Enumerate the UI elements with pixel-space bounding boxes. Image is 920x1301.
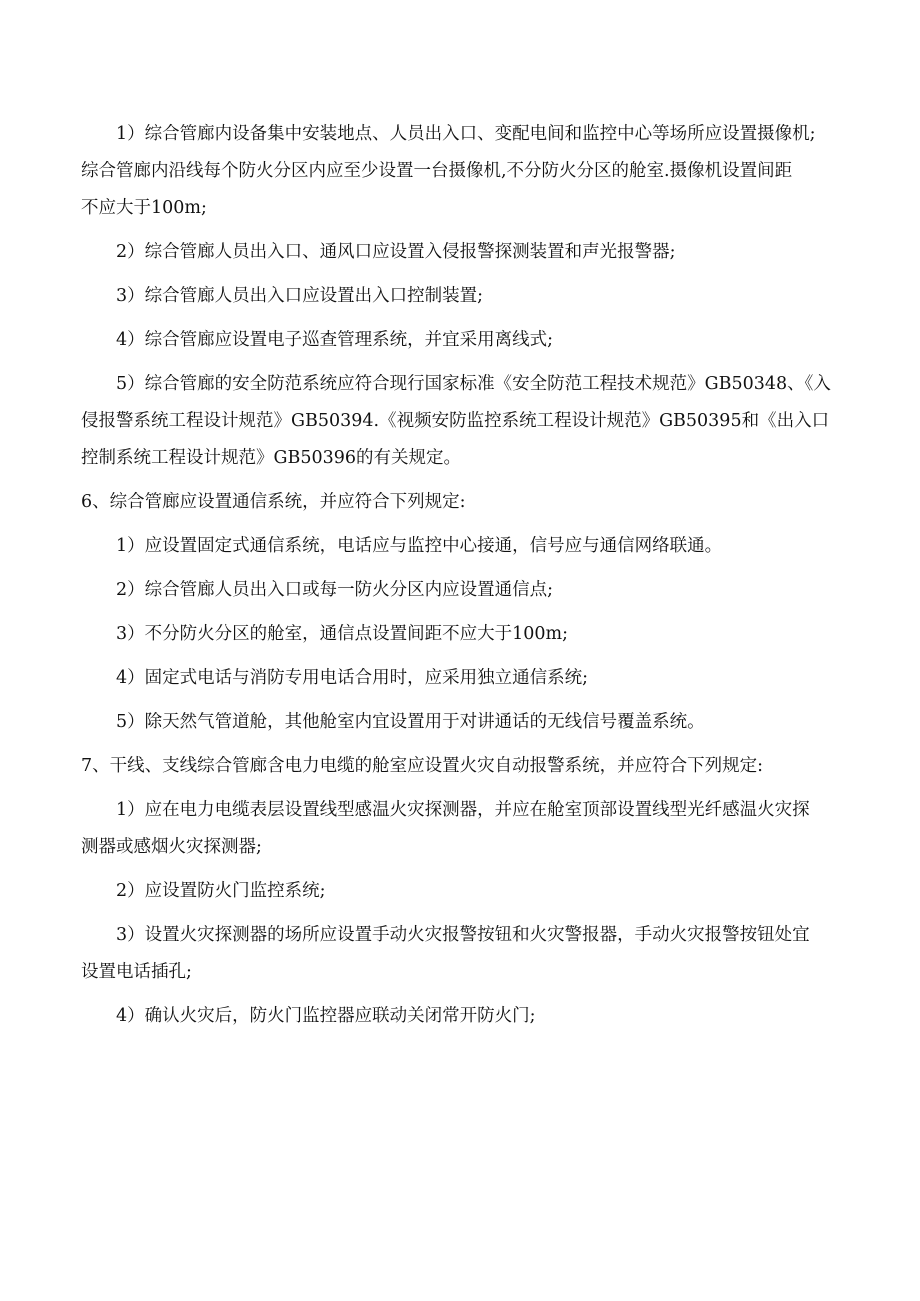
section-heading-6 — [81, 484, 851, 521]
paragraph-item-2 — [81, 234, 851, 271]
text-line: 4）综合管廊应设置电子巡查管理系统，并宜采用离线式; — [116, 330, 554, 350]
paragraph-item-7-3 — [81, 917, 851, 991]
text-line: 控制系统工程设计规范》GB50396的有关规定。 — [81, 448, 462, 468]
paragraph-item-6-1 — [81, 528, 851, 565]
text-line: 测器或感烟火灾探测器; — [81, 837, 262, 857]
text-line: 2）综合管廊人员出入口、通风口应设置入侵报警探测装置和声光报警器; — [116, 242, 676, 262]
text-line: 2）应设置防火门监控系统; — [116, 881, 326, 901]
paragraph-item-6-5 — [81, 704, 851, 741]
text-line: 侵报警系统工程设计规范》GB50394.《视频安防监控系统工程设计规范》GB50395和《出入口 — [81, 411, 830, 431]
text-line: 2）综合管廊人员出入口或每一防火分区内应设置通信点; — [116, 580, 554, 600]
text-line: 3）不分防火分区的舱室，通信点设置间距不应大于100m; — [116, 624, 569, 644]
paragraph-item-3 — [81, 278, 851, 315]
section-heading-7 — [81, 748, 851, 785]
paragraph-item-7-2 — [81, 873, 851, 910]
text-line: 3）综合管廊人员出入口应设置出入口控制装置; — [116, 286, 484, 306]
text-line: 4）固定式电话与消防专用电话合用时，应采用独立通信系统; — [116, 668, 589, 688]
paragraph-item-7-4 — [81, 998, 851, 1035]
paragraph-item-7-1 — [81, 792, 851, 866]
text-line: 5）除天然气管道舱，其他舱室内宜设置用于对讲通话的无线信号覆盖系统。 — [116, 712, 705, 732]
text-line: 6、综合管廊应设置通信系统，并应符合下列规定: — [81, 492, 466, 512]
text-line: 1）应设置固定式通信系统，电话应与监控中心接通，信号应与通信网络联通。 — [116, 536, 723, 556]
paragraph-item-4 — [81, 322, 851, 359]
paragraph-item-6-3 — [81, 616, 851, 653]
text-line: 不应大于100m; — [81, 198, 207, 218]
paragraph-item-1 — [81, 116, 851, 227]
text-line: 设置电话插孔; — [81, 962, 192, 982]
document-body — [81, 116, 851, 1035]
text-line: 综合管廊内沿线每个防火分区内应至少设置一台摄像机,不分防火分区的舱室.摄像机设置间距 — [81, 161, 793, 181]
paragraph-item-6-4 — [81, 660, 851, 697]
text-line: 4）确认火灾后，防火门监控器应联动关闭常开防火门; — [116, 1006, 536, 1026]
text-line: 7、干线、支线综合管廊含电力电缆的舱室应设置火灾自动报警系统，并应符合下列规定: — [81, 756, 764, 776]
text-line: 1）综合管廊内设备集中安装地点、人员出入口、变配电间和监控中心等场所应设置摄像机; — [116, 124, 816, 144]
paragraph-item-6-2 — [81, 572, 851, 609]
text-line: 3）设置火灾探测器的场所应设置手动火灾报警按钮和火灾警报器，手动火灾报警按钮处宜 — [116, 925, 810, 945]
text-line: 5）综合管廊的安全防范系统应符合现行国家标准《安全防范工程技术规范》GB50348、《入 — [116, 374, 831, 394]
paragraph-item-5 — [81, 366, 851, 477]
text-line: 1）应在电力电缆表层设置线型感温火灾探测器，并应在舱室顶部设置线型光纤感温火灾探 — [116, 800, 810, 820]
